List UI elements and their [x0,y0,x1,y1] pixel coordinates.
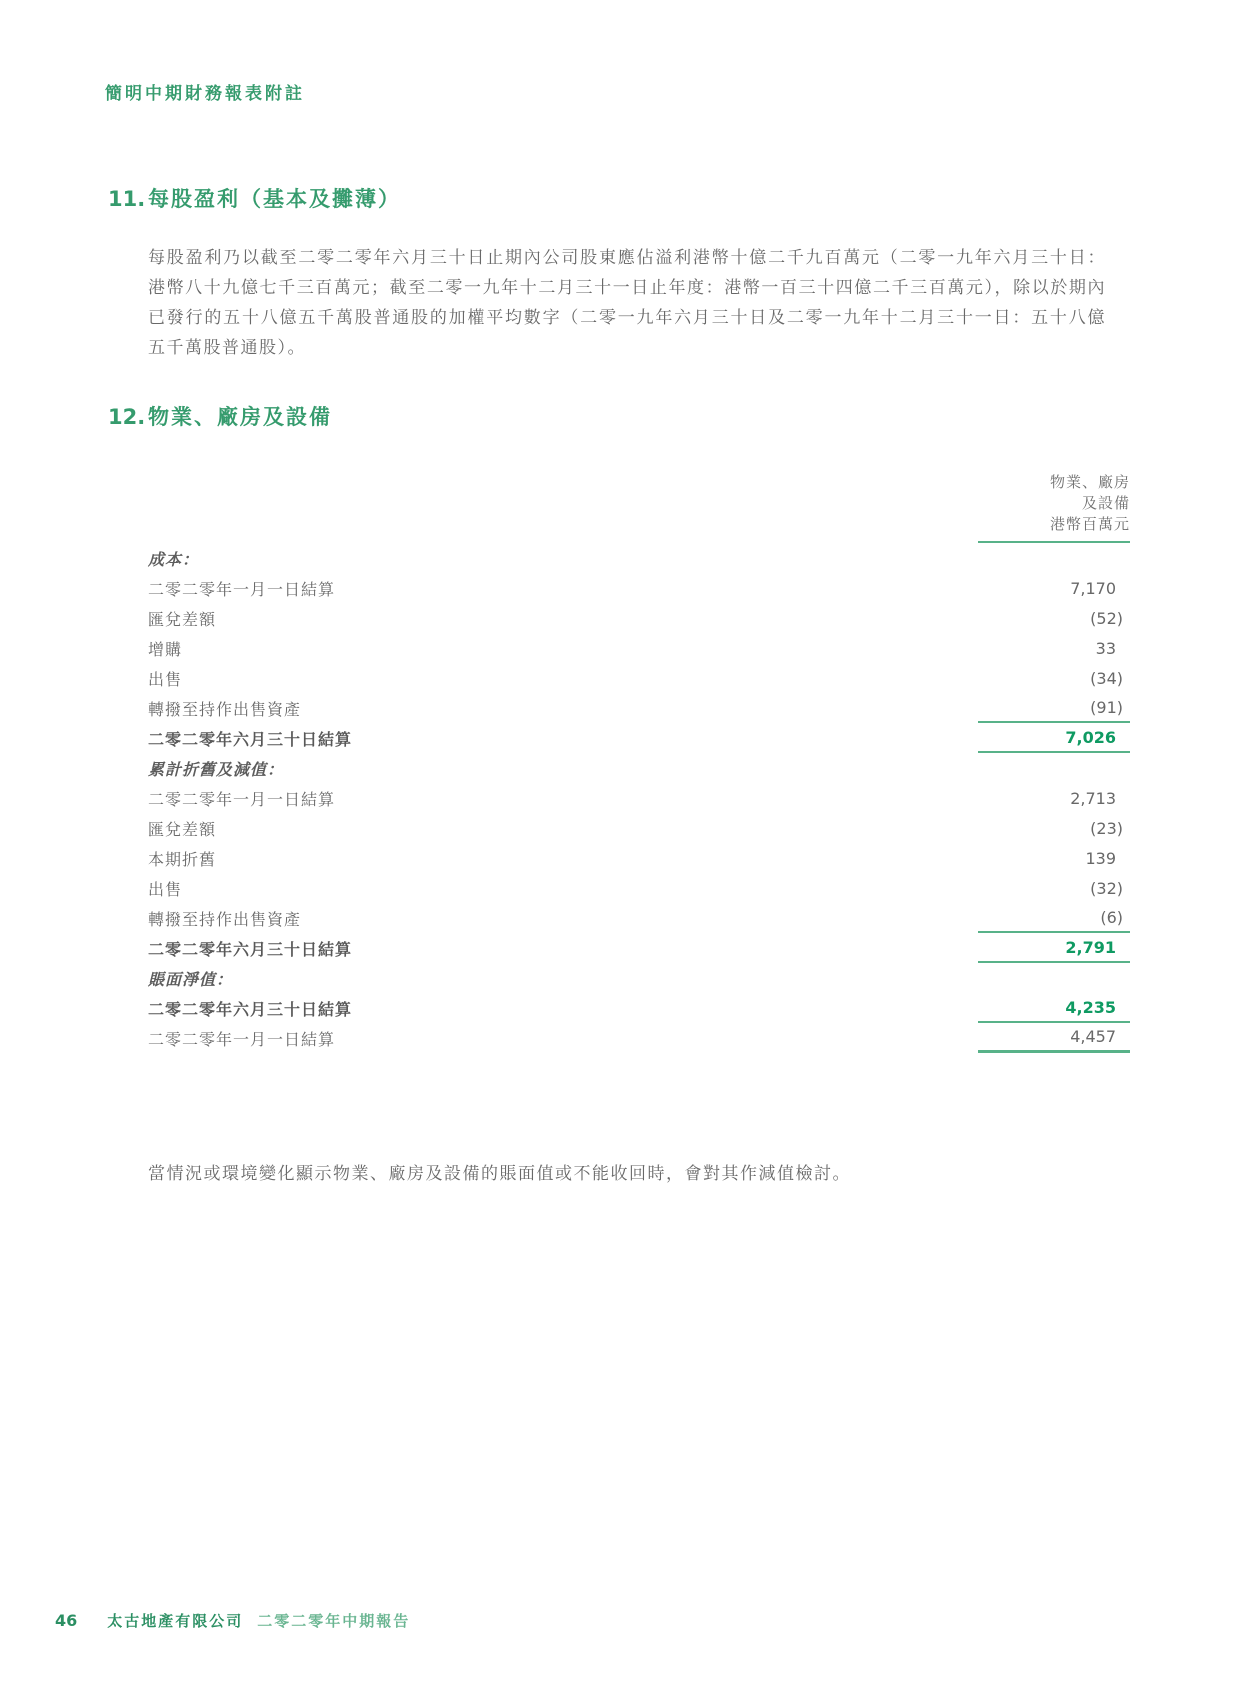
row-value: 2,791 [978,933,1130,963]
row-label: 轉撥至持作出售資產 [148,699,302,719]
section-12-number: 12. [108,405,146,429]
table-row [148,903,1130,933]
row-value: (91) [978,693,1130,723]
row-label: 出售 [148,879,183,899]
column-header-line: 物業、廠房 [1049,473,1130,491]
row-value: (52) [1090,608,1123,628]
table-row [148,1023,1130,1053]
row-label: 成本： [148,549,200,569]
table-row [148,663,1130,693]
row-value [978,753,1130,783]
row-label: 匯兌差額 [148,609,217,629]
table-row [148,693,1130,723]
table-row [148,963,1130,993]
row-value: (6) [978,903,1130,933]
row-label: 二零二零年一月一日結算 [148,789,336,809]
row-value: 4,235 [978,993,1130,1023]
table-row [148,603,1130,633]
section-11-number: 11. [108,187,146,211]
row-value: 4,457 [978,1023,1130,1053]
table-row [148,813,1130,843]
row-value: 139 [1085,848,1116,868]
footer-report-title: 二零二零年中期報告 [257,1612,411,1630]
table-row [148,723,1130,753]
table-row [148,933,1130,963]
ppe-table-body [148,543,1130,1053]
section-11-heading [108,187,401,212]
row-value: 7,170 [1070,578,1116,598]
row-label: 二零二零年六月三十日結算 [148,939,353,959]
section-11-body: 每股盈利乃以截至二零二零年六月三十日止期內公司股東應佔溢利港幣十億二千九百萬元（二零一九年六月三十日：港幣八十九億七千三百萬元；截至二零一九年十二月三十一日止年度：港幣一百三十四億二千三百萬元），除以於期內已發行的五十八億五千萬股普通股的加權平均數字（二零一九年六月三十日及二零一九年十二月三十一日：五十八億五千萬股普通股）。 [148,248,1106,358]
row-label: 累計折舊及減值： [148,759,285,779]
row-value: 7,026 [978,723,1130,753]
row-value [978,963,1130,993]
impairment-note: 當情況或環境變化顯示物業、廠房及設備的賬面值或不能收回時，會對其作減值檢討。 [148,1164,851,1184]
column-header-line: 及設備 [1081,494,1130,512]
column-header-line: 港幣百萬元 [1049,515,1130,533]
section-12-title: 物業、廠房及設備 [148,405,332,429]
row-label: 本期折舊 [148,849,217,869]
table-row [148,543,1130,573]
table-row [148,993,1130,1023]
row-label: 增購 [148,639,183,659]
row-label: 二零二零年六月三十日結算 [148,729,353,749]
row-label: 出售 [148,669,183,689]
table-row [148,573,1130,603]
row-label: 二零二零年六月三十日結算 [148,999,353,1019]
row-label: 匯兌差額 [148,819,217,839]
table-row [148,873,1130,903]
table-row [148,753,1130,783]
row-label: 二零二零年一月一日結算 [148,579,336,599]
table-row [148,633,1130,663]
row-label: 轉撥至持作出售資產 [148,909,302,929]
table-column-header [148,472,1130,535]
ppe-table [148,472,1130,1053]
section-12-heading [108,405,332,430]
row-value: (23) [1090,818,1123,838]
table-row [148,843,1130,873]
row-label: 二零二零年一月一日結算 [148,1029,336,1049]
row-value: (32) [1090,878,1123,898]
section-11-title: 每股盈利（基本及攤薄） [148,187,401,211]
row-value: 33 [1095,638,1116,658]
row-value: 2,713 [1070,788,1116,808]
page-footer [55,1612,410,1630]
footer-company-name: 太古地產有限公司 [107,1612,244,1630]
table-row [148,783,1130,813]
row-value [978,543,1130,573]
page-number: 46 [55,1611,78,1630]
row-label: 賬面淨值： [148,969,234,989]
row-value: (34) [1090,668,1123,688]
page-header-title: 簡明中期財務報表附註 [105,84,305,104]
